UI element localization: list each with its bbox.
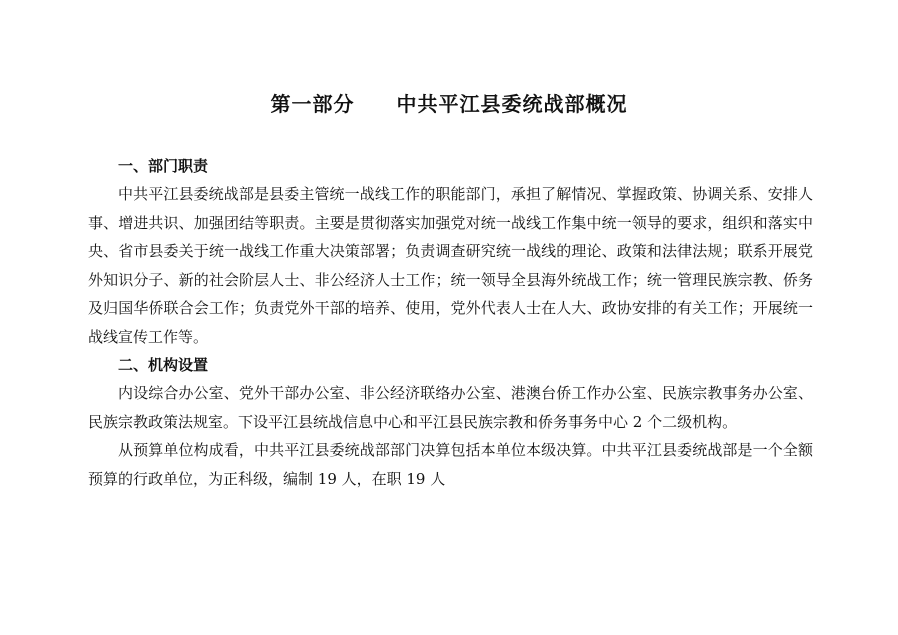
section-department-duties <box>88 152 813 351</box>
paragraph: 中共平江县委统战部是县委主管统一战线工作的职能部门，承担了解情况、掌握政策、协调关系、安排人事、增进共识、加强团结等职责。主要是贯彻落实加强党对统一战线工作集中统一领导的要求，组织和落实中央、省市县委关于统一战线工作重大决策部署；负责调查研究统一战线的理论、政策和法律法规；联系开展党外知识分子、新的社会阶层人士、非公经济人士工作；统一领导全县海外统战工作；统一管理民族宗教、侨务及归国华侨联合会工作；负责党外干部的培养、使用，党外代表人士在人大、政协安排的有关工作；开展统一战线宣传工作等。 <box>88 185 813 346</box>
section-organization <box>88 351 813 493</box>
page-title: 第一部分 中共平江县委统战部概况 <box>270 92 628 116</box>
document-body <box>88 152 813 493</box>
paragraph: 内设综合办公室、党外干部办公室、非公经济联络办公室、港澳台侨工作办公室、民族宗教事务办公室、民族宗教政策法规室。下设平江县统战信息中心和平江县民族宗教和侨务事务中心 2 个二级机构。 <box>88 384 813 431</box>
section-heading: 一、部门职责 <box>118 157 209 175</box>
paragraph: 从预算单位构成看，中共平江县委统战部部门决算包括本单位本级决算。中共平江县委统战部是一个全额预算的行政单位，为正科级，编制 19 人，在职 19 人 <box>88 441 813 488</box>
section-heading: 二、机构设置 <box>118 356 209 374</box>
